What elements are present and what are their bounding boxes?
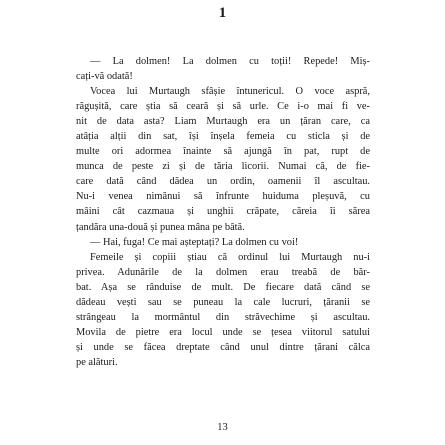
text-line: atâția alții din sat, își înșela femeia cu sticla și de [76, 131, 370, 143]
text-line: munca de peste zi și de tăria licorii. Numai că, de fie- [76, 161, 370, 173]
text-line: dădeau vești sau se puneau la cale lucruri, țăranii se [76, 296, 370, 308]
chapter-number: 1 [218, 5, 227, 21]
text-line: Vocea lui Murtaugh sfâșie întunericul. O voce aspră, [90, 86, 370, 98]
text-line: și unde se făcea dreptate când unul dintre țărani călca [76, 341, 370, 353]
text-line: care dată când dădea un ordin, oamenii îl ascultau. [76, 176, 370, 188]
text-line: Movila de pietre era locul unde se țesea viitorul satului [76, 326, 370, 338]
text-line: — La dolmen! La dolmen cu toții! Repede! Miș- [90, 56, 370, 67]
text-line: Nu-i venea nimănui să înfrunte huiduma pleșuvă, cu [76, 191, 370, 203]
text-line: — Hai, fuga! Ce mai așteptați? La dolmen cu voi! [90, 236, 299, 248]
text-line: bat. Așa se rânduise de mult. De fiecare dată când se [76, 281, 370, 293]
text-line: strângeau la mormântul din străvechime și ascultau. [76, 311, 370, 323]
text-line: privea. Adunările de la dolmen erau treabă de băr- [76, 266, 370, 278]
text-body [76, 54, 370, 370]
text-line: multe ori adormea înainte să ajungă în pat, rupt de [76, 146, 370, 158]
text-line: răgușită, care știa să ceară și să urle. Ce i-o mai fi ve- [76, 101, 370, 113]
page-number: 13 [217, 422, 228, 433]
text-line: Femeile și copiii știau că ordinul lui Murtaugh nu-i [90, 251, 370, 263]
text-line: țandăra una-două și punea mâna pe bâtă. [76, 221, 245, 233]
text-line: mâini cât cazmaua și unghii crăpate, căreia îi sărea [76, 206, 370, 218]
text-line: cați-vă odată! [76, 71, 133, 83]
text-line: nit de data asta? Liam Murtaugh era un țăran care, ca [76, 116, 370, 128]
text-line: pe alături. [76, 356, 118, 368]
